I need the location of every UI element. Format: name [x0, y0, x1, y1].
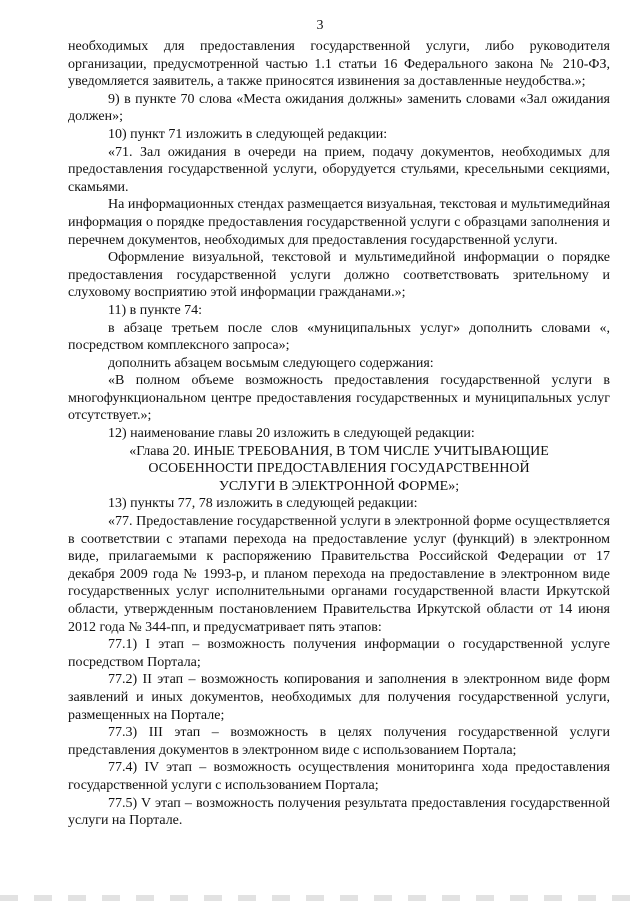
- paragraph: 77.3) III этап – возможность в целях получения государственной услуги представления документов в электронном виде с использованием Портала;: [68, 725, 610, 758]
- paragraph: 13) пункты 77, 78 изложить в следующей редакции:: [108, 496, 418, 512]
- paragraph: Оформление визуальной, текстовой и мультимедийной информации о порядке предоставления государственной услуги должно соответствовать зрительному и слуховому восприятию этой информации гражданами.»;: [68, 250, 610, 301]
- paragraph: дополнить абзацем восьмым следующего содержания:: [108, 355, 434, 371]
- paragraph: в абзаце третьем после слов «муниципальных услуг» дополнить словами «, посредством комплексного запроса»;: [68, 320, 610, 354]
- scan-artifact: [0, 895, 640, 901]
- document-body: [68, 38, 610, 830]
- chapter-heading-line: ОСОБЕННОСТИ ПРЕДОСТАВЛЕНИЯ ГОСУДАРСТВЕННОЙ: [148, 461, 530, 477]
- paragraph: 77.1) I этап – возможность получения информации о государственной услуге посредством Портала;: [68, 637, 610, 670]
- paragraph: 10) пункт 71 изложить в следующей редакции:: [108, 126, 388, 142]
- paragraph: 77.5) V этап – возможность получения результата предоставления государственной услуги на Портале.: [68, 795, 610, 829]
- paragraph: необходимых для предоставления государственной услуги, либо руководителя организации, предусмотренной частью 1.1 статьи 16 Федерального закона № 210-ФЗ, уведомляется заявитель, а также приносятся извинения за доставленные неудобства.»;: [68, 39, 610, 90]
- paragraph: На информационных стендах размещается визуальная, текстовая и мультимедийная информация о порядке предоставления государственной услуги с образцами заполнения и перечнем документов, необходимых для предоставления государственной услуги.: [68, 197, 611, 248]
- paragraph: 12) наименование главы 20 изложить в следующей редакции:: [108, 426, 475, 442]
- paragraph: «71. Зал ожидания в очереди на прием, подачу документов, необходимых для предоставления государственной услуги, оборудуется стульями, кресельными секциями, скамьями.: [68, 144, 610, 195]
- paragraph: 11) в пункте 74:: [108, 302, 203, 318]
- chapter-heading-line: УСЛУГИ В ЭЛЕКТРОННОЙ ФОРМЕ»;: [218, 478, 460, 494]
- chapter-heading-line: «Глава 20. ИНЫЕ ТРЕБОВАНИЯ, В ТОМ ЧИСЛЕ УЧИТЫВАЮЩИЕ: [129, 443, 549, 459]
- paragraph: «77. Предоставление государственной услуги в электронной форме осуществляется в соответствии с этапами перехода на предоставление услуг (функций) в электронном виде, прилагаемыми к распоряжению Правительства Российской Федерации от 17 декабря 2009 года № 1993-р, и планом перехода на предоставление в электронном виде государственных услуг исполнительными органами государственной власти Иркутской области, утвержденным постановлением Правительства Иркутской области от 14 июня 2012 года № 344-пп, и предусматривает пять этапов:: [68, 514, 610, 635]
- paragraph: «В полном объеме возможность предоставления государственной услуги в многофункциональном центре предоставления государственных и муниципальных услуг отсутствует.»;: [68, 373, 610, 424]
- paragraph: 77.2) II этап – возможность копирования и заполнения в электронном виде форм заявлений и иных документов, необходимых для получения государственной услуги, размещенных на Портале;: [68, 672, 610, 723]
- page-number: 3: [316, 18, 324, 33]
- paragraph: 77.4) IV этап – возможность осуществления мониторинга хода предоставления государственной услуги с использованием Портала;: [68, 760, 610, 793]
- paragraph: 9) в пункте 70 слова «Места ожидания должны» заменить словами «Зал ожидания должен»;: [68, 91, 610, 125]
